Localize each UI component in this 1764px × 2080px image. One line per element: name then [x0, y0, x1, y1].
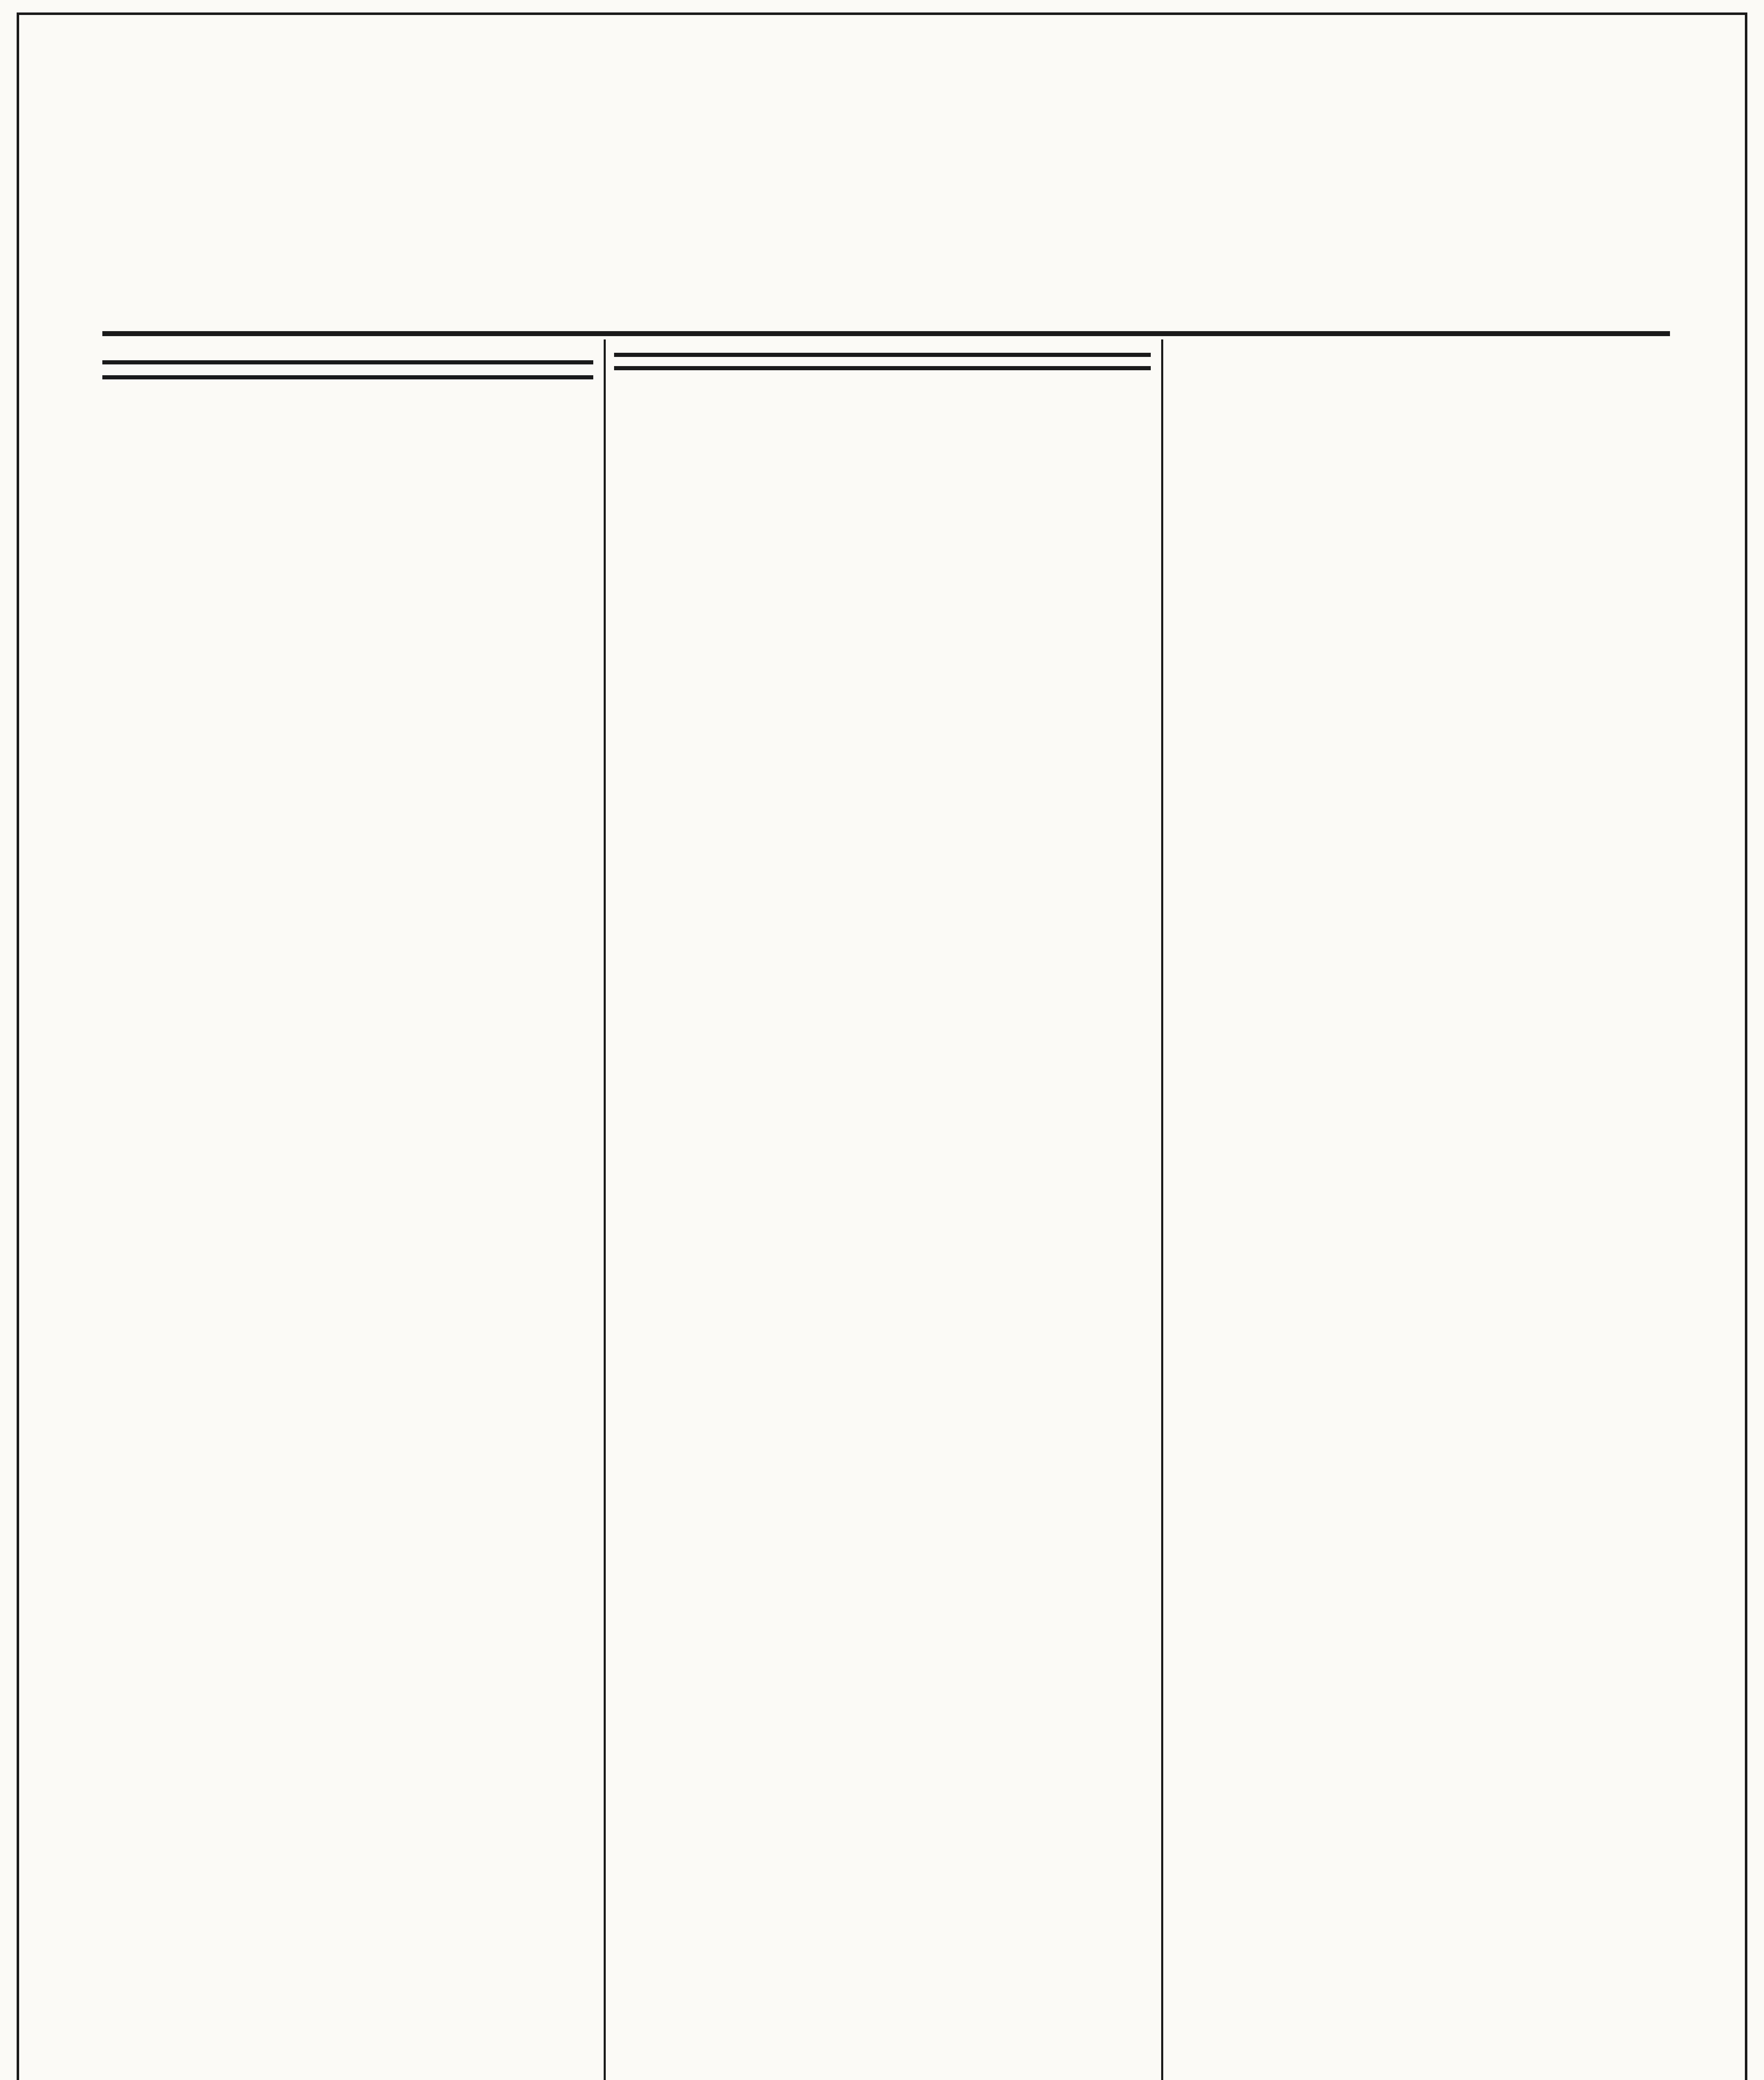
column-left	[102, 344, 593, 2080]
newspaper-page	[17, 12, 1747, 2080]
divider	[102, 375, 593, 379]
divider	[614, 353, 1151, 357]
masthead-rule	[102, 331, 1670, 336]
divider	[614, 366, 1151, 370]
divider	[102, 360, 593, 364]
column-divider	[1161, 339, 1163, 2080]
column-right	[1172, 344, 1675, 2080]
column-middle	[614, 344, 1151, 2080]
column-divider	[604, 339, 606, 2080]
reprint-notice	[102, 344, 593, 351]
